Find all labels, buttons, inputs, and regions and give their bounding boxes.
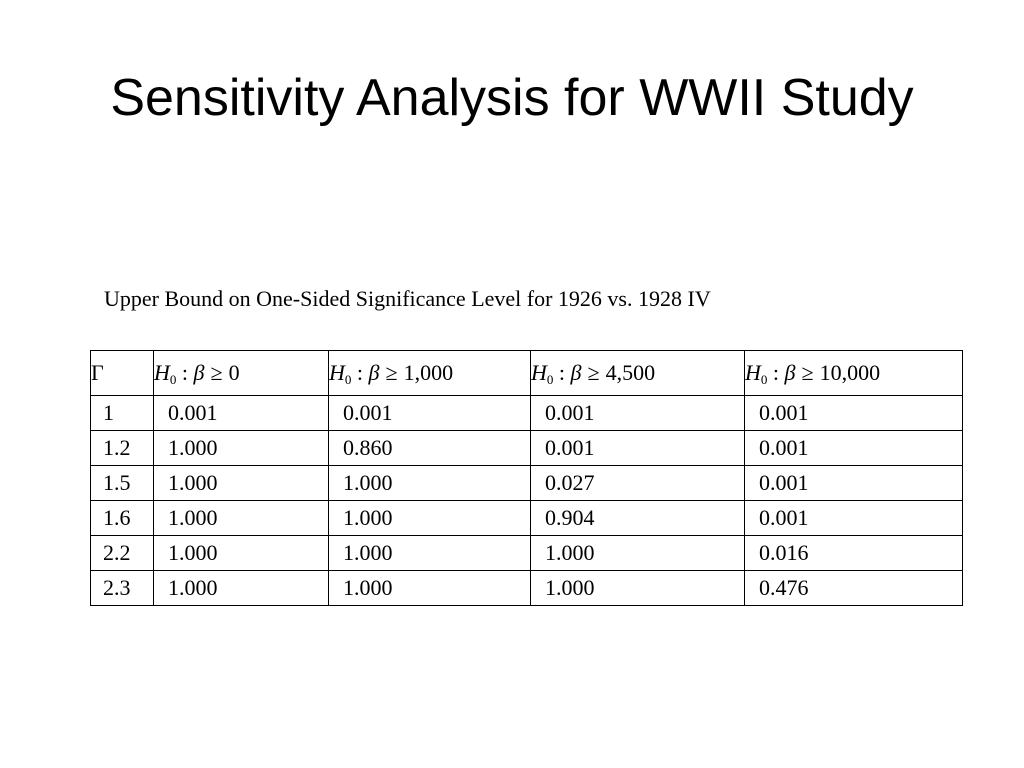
gamma-column-header: Γ — [91, 351, 154, 396]
table-caption: Upper Bound on One-Sided Significance Level for 1926 vs. 1928 IV — [104, 286, 711, 311]
table-cell: 0.904 — [531, 501, 745, 536]
table-row — [91, 501, 963, 536]
table-cell: 1.000 — [329, 501, 531, 536]
table-cell: 1.000 — [154, 501, 329, 536]
gamma-value: 2.3 — [91, 571, 154, 606]
table-row — [91, 536, 963, 571]
gamma-value: 1.6 — [91, 501, 154, 536]
table-cell: 0.476 — [745, 571, 963, 606]
table-cell: 0.860 — [329, 431, 531, 466]
table-cell: 1.000 — [531, 536, 745, 571]
hypothesis-header: $H_0$ : β ≥ 4,500 — [531, 351, 745, 396]
table-cell: 0.001 — [745, 501, 963, 536]
table-cell: 0.001 — [154, 396, 329, 431]
table-cell: 1.000 — [154, 571, 329, 606]
table-row — [91, 466, 963, 501]
table-cell: 0.001 — [531, 396, 745, 431]
table-cell: 0.027 — [531, 466, 745, 501]
table-cell: 0.001 — [745, 431, 963, 466]
table-row — [91, 396, 963, 431]
gamma-value: 2.2 — [91, 536, 154, 571]
hypothesis-header: $H_0$ : β ≥ 10,000 — [745, 351, 963, 396]
table-cell: 1.000 — [329, 536, 531, 571]
hypothesis-header: $H_0$ : β ≥ 0 — [154, 351, 329, 396]
table-cell: 1.000 — [154, 431, 329, 466]
gamma-value: 1 — [91, 396, 154, 431]
table-cell: 0.001 — [745, 396, 963, 431]
hypothesis-header: $H_0$ : β ≥ 1,000 — [329, 351, 531, 396]
table-row — [91, 431, 963, 466]
table-header-row — [91, 351, 963, 396]
table-cell: 0.016 — [745, 536, 963, 571]
table-cell: 0.001 — [745, 466, 963, 501]
table-cell: 1.000 — [329, 466, 531, 501]
gamma-value: 1.5 — [91, 466, 154, 501]
sensitivity-table — [90, 350, 963, 606]
gamma-value: 1.2 — [91, 431, 154, 466]
table-cell: 1.000 — [329, 571, 531, 606]
table-cell: 0.001 — [531, 431, 745, 466]
table-cell: 1.000 — [154, 536, 329, 571]
slide-title: Sensitivity Analysis for WWII Study — [110, 69, 914, 127]
table-cell: 1.000 — [154, 466, 329, 501]
table-cell: 0.001 — [329, 396, 531, 431]
table-cell: 1.000 — [531, 571, 745, 606]
table-row — [91, 571, 963, 606]
